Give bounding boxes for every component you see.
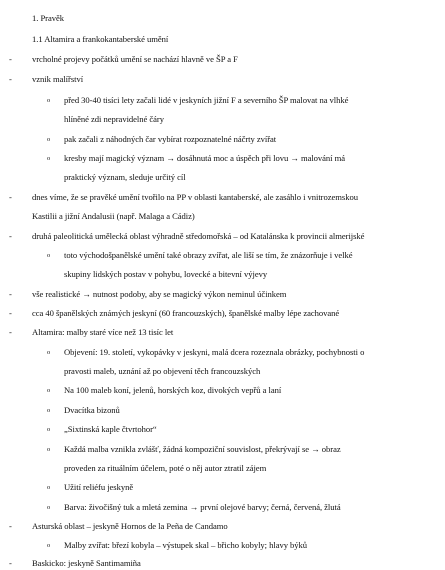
bullet-text: druhá paleolitická umělecká oblast výhradně středomořská – od Katalánska k provincii almerijské bbox=[32, 231, 365, 241]
bullet-text: Objevení: 19. století, vykopávky v jeskyni, malá dcera rozeznala obrázky, pochybnosti o bbox=[64, 347, 365, 357]
dash-bullet: - bbox=[9, 74, 12, 84]
bullet-text-continued: skupiny lidských postav v pohybu, lovecké a bitevní výjevy bbox=[64, 269, 268, 279]
dash-bullet: - bbox=[9, 231, 12, 241]
bullet-text: Malby zvířat: březí kobyla – výstupek skal – břicho kobyly; hlavy býků bbox=[64, 540, 308, 550]
bullet-text: vrcholné projevy počátků umění se nachází hlavně ve ŠP a F bbox=[32, 54, 238, 64]
bullet-text: „Sixtinská kaple čtvrtohor“ bbox=[64, 424, 157, 434]
circle-bullet: o bbox=[47, 446, 51, 453]
bullet-text: Užití reliéfu jeskyně bbox=[64, 482, 134, 492]
circle-bullet: o bbox=[47, 504, 51, 511]
bullet-text: vše realistické → nutnost podoby, aby se magický výkon neminul účinkem bbox=[32, 289, 287, 299]
section-heading: 1.1 Altamira a frankokantaberské umění bbox=[32, 34, 169, 44]
dash-bullet: - bbox=[9, 558, 12, 568]
bullet-text: kresby mají magický význam → dosáhnutá moc a úspěch při lovu → malování má bbox=[64, 153, 346, 163]
circle-bullet: o bbox=[47, 252, 51, 259]
circle-bullet: o bbox=[47, 542, 51, 549]
circle-bullet: o bbox=[47, 407, 51, 414]
bullet-text: cca 40 španělských známých jeskyní (60 francouzských), španělské malby lépe zachované bbox=[32, 308, 340, 318]
dash-bullet: - bbox=[9, 289, 12, 299]
circle-bullet: o bbox=[47, 387, 51, 394]
chapter-heading: 1. Pravěk bbox=[32, 13, 65, 23]
circle-bullet: o bbox=[47, 484, 51, 491]
dash-bullet: - bbox=[9, 192, 12, 202]
bullet-text: dnes víme, že se pravěké umění tvořilo na PP v oblasti kantaberské, ale zasáhlo i vnitrozemskou bbox=[32, 192, 358, 202]
bullet-text-continued: pravosti maleb, uznání až po objevení těch francouzských bbox=[64, 366, 261, 376]
dash-bullet: - bbox=[9, 521, 12, 531]
bullet-text-continued: proveden za rituálním účelem, poté o něj autor ztratil zájem bbox=[64, 463, 267, 473]
circle-bullet: o bbox=[47, 155, 51, 162]
circle-bullet: o bbox=[47, 426, 51, 433]
bullet-text: Každá malba vznikla zvlášť, žádná kompoziční souvislost, překrývají se → obraz bbox=[64, 444, 341, 454]
bullet-text: Barva: živočišný tuk a mletá zemina → první olejové barvy; černá, červená, žlutá bbox=[64, 502, 341, 512]
circle-bullet: o bbox=[47, 97, 51, 104]
bullet-text: vznik malířství bbox=[32, 74, 84, 84]
bullet-text-continued: hlíněné zdi nepravidelné čáry bbox=[64, 114, 164, 124]
dash-bullet: - bbox=[9, 308, 12, 318]
bullet-text: Na 100 maleb koní, jelenů, horských koz, divokých vepřů a laní bbox=[64, 385, 282, 395]
circle-bullet: o bbox=[47, 349, 51, 356]
circle-bullet: o bbox=[47, 136, 51, 143]
bullet-text: Altamira: malby staré více než 13 tisíc let bbox=[32, 327, 174, 337]
bullet-text: toto východošpanělské umění také obrazy zvířat, ale liší se tím, že znázorňuje i velké bbox=[64, 250, 353, 260]
bullet-text: před 30-40 tisíci lety začali lidé v jeskyních jižní F a severního ŠP malovat na vlhké bbox=[64, 95, 349, 105]
bullet-text: Dvacítka bizonů bbox=[64, 405, 120, 415]
bullet-text: pak začali z náhodných čar vybírat rozpoznatelné náčrty zvířat bbox=[64, 134, 277, 144]
bullet-text: Baskicko: jeskyně Santimamiña bbox=[32, 558, 141, 568]
dash-bullet: - bbox=[9, 54, 12, 64]
dash-bullet: - bbox=[9, 327, 12, 337]
bullet-text-continued: praktický význam, sleduje určitý cíl bbox=[64, 172, 186, 182]
bullet-text: Asturská oblast – jeskyně Hornos de la Peña de Candamo bbox=[32, 521, 228, 531]
bullet-text-continued: Kastilii a jižní Andalusii (např. Malaga a Cádiz) bbox=[32, 211, 195, 221]
